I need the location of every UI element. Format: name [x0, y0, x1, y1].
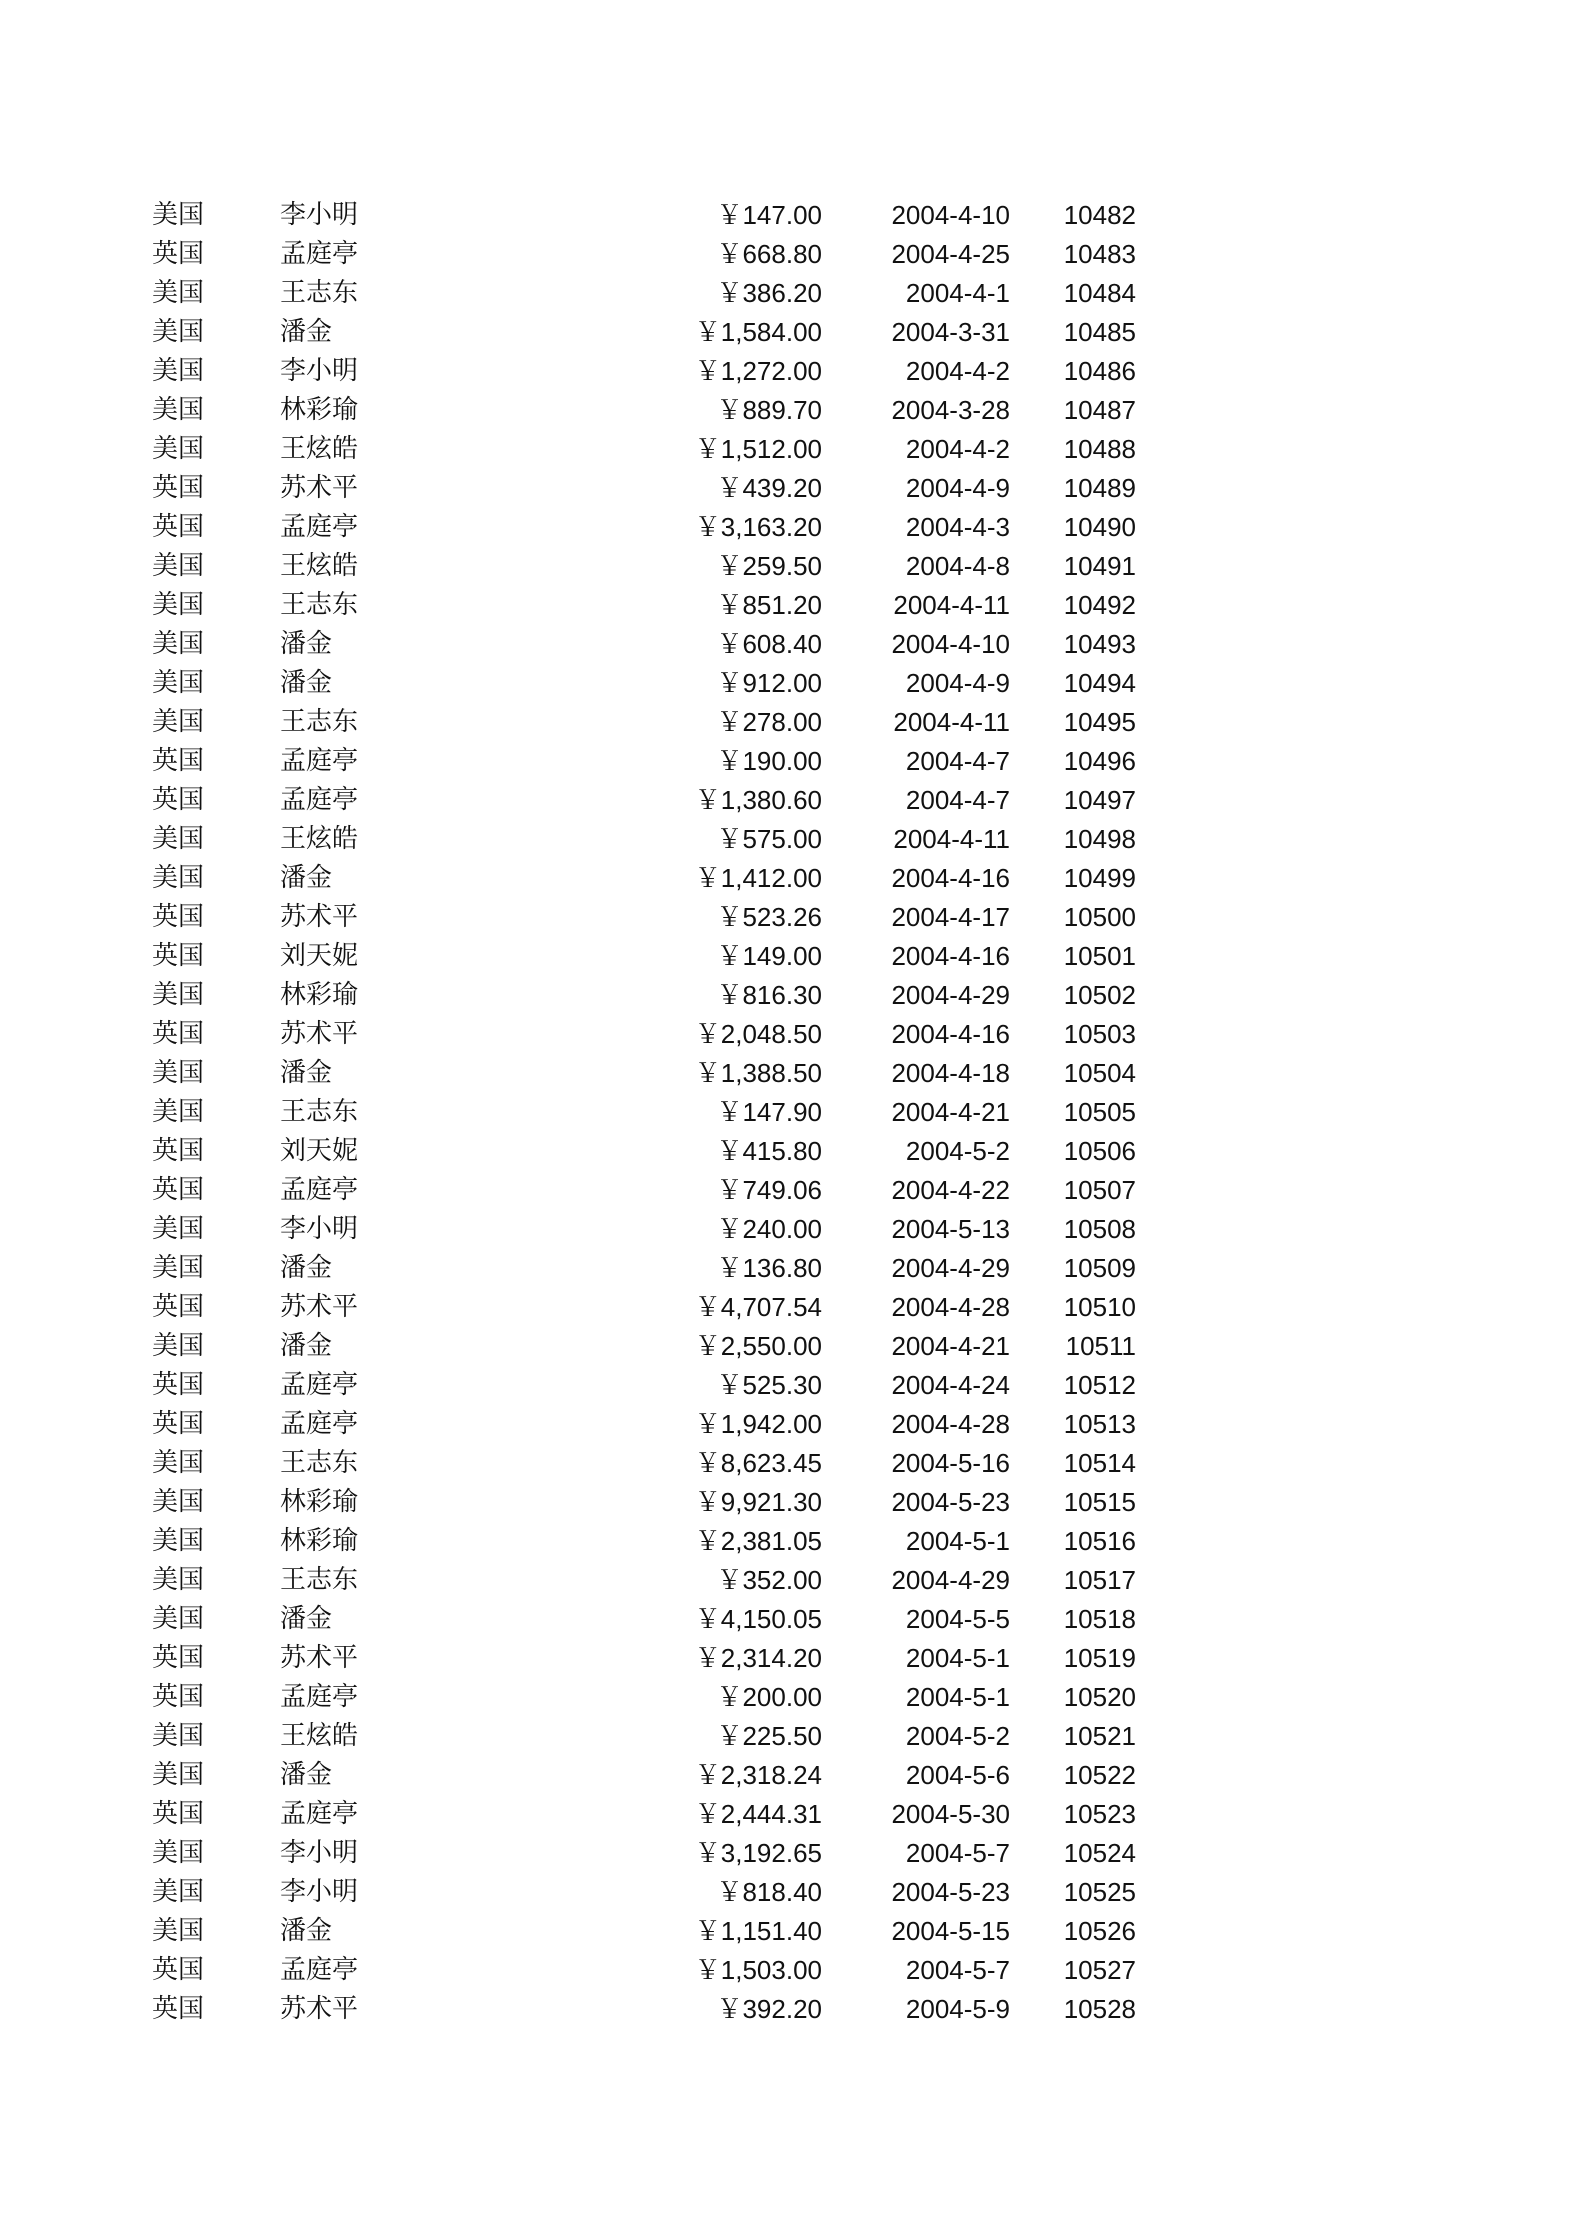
amount-cell: ￥415.80 — [716, 1136, 822, 1166]
salesperson-cell: 孟庭亭 — [280, 239, 359, 269]
country-cell: 美国 — [152, 1526, 205, 1556]
country-cell: 英国 — [152, 785, 205, 815]
salesperson-cell: 苏术平 — [280, 902, 359, 932]
table-row — [146, 586, 1136, 625]
country-cell: 美国 — [152, 1331, 205, 1361]
table-row — [146, 1561, 1136, 1600]
amount-cell: ￥2,048.50 — [694, 1019, 822, 1049]
order-id-cell: 10490 — [1063, 512, 1136, 542]
salesperson-cell: 王志东 — [280, 1565, 359, 1595]
table-row — [146, 1132, 1136, 1171]
amount-cell: ￥149.00 — [716, 941, 822, 971]
table-row — [146, 937, 1136, 976]
table-row — [146, 1249, 1136, 1288]
order-id-cell: 10520 — [1063, 1682, 1136, 1712]
salesperson-cell: 潘金 — [280, 1331, 333, 1361]
table-row — [146, 1912, 1136, 1951]
table-row — [146, 1678, 1136, 1717]
country-cell: 英国 — [152, 473, 205, 503]
order-id-cell: 10508 — [1063, 1214, 1136, 1244]
order-id-cell: 10505 — [1063, 1097, 1136, 1127]
order-date-cell: 2004-5-23 — [891, 1487, 1010, 1517]
salesperson-cell: 林彩瑜 — [280, 980, 359, 1010]
order-date-cell: 2004-5-7 — [905, 1838, 1010, 1868]
amount-cell: ￥200.00 — [716, 1682, 822, 1712]
country-cell: 美国 — [152, 1760, 205, 1790]
table-row — [146, 1210, 1136, 1249]
amount-cell: ￥575.00 — [716, 824, 822, 854]
order-date-cell: 2004-4-1 — [905, 278, 1010, 308]
amount-cell: ￥2,381.05 — [694, 1526, 822, 1556]
salesperson-cell: 刘天妮 — [280, 1136, 359, 1166]
country-cell: 美国 — [152, 395, 205, 425]
country-cell: 英国 — [152, 1643, 205, 1673]
salesperson-cell: 潘金 — [280, 1604, 333, 1634]
order-id-cell: 10489 — [1063, 473, 1136, 503]
country-cell: 美国 — [152, 1916, 205, 1946]
order-date-cell: 2004-5-23 — [891, 1877, 1010, 1907]
order-id-cell: 10492 — [1063, 590, 1136, 620]
amount-cell: ￥889.70 — [716, 395, 822, 425]
order-date-cell: 2004-4-28 — [891, 1292, 1010, 1322]
country-cell: 美国 — [152, 1214, 205, 1244]
amount-cell: ￥4,707.54 — [694, 1292, 822, 1322]
salesperson-cell: 林彩瑜 — [280, 395, 359, 425]
amount-cell: ￥352.00 — [716, 1565, 822, 1595]
country-cell: 美国 — [152, 590, 205, 620]
country-cell: 英国 — [152, 902, 205, 932]
amount-cell: ￥816.30 — [716, 980, 822, 1010]
country-cell: 美国 — [152, 356, 205, 386]
country-cell: 美国 — [152, 1877, 205, 1907]
table-row — [146, 508, 1136, 547]
table-row — [146, 547, 1136, 586]
order-id-cell: 10527 — [1063, 1955, 1136, 1985]
salesperson-cell: 李小明 — [280, 1838, 359, 1868]
table-row — [146, 1054, 1136, 1093]
amount-cell: ￥1,412.00 — [694, 863, 822, 893]
order-date-cell: 2004-4-2 — [905, 434, 1010, 464]
table-row — [146, 391, 1136, 430]
order-id-cell: 10524 — [1063, 1838, 1136, 1868]
table-row — [146, 1756, 1136, 1795]
country-cell: 美国 — [152, 1487, 205, 1517]
order-id-cell: 10494 — [1063, 668, 1136, 698]
amount-cell: ￥4,150.05 — [694, 1604, 822, 1634]
amount-cell: ￥136.80 — [716, 1253, 822, 1283]
order-id-cell: 10501 — [1063, 941, 1136, 971]
order-id-cell: 10485 — [1063, 317, 1136, 347]
amount-cell: ￥1,380.60 — [694, 785, 822, 815]
amount-cell: ￥225.50 — [716, 1721, 822, 1751]
order-id-cell: 10487 — [1063, 395, 1136, 425]
salesperson-cell: 孟庭亭 — [280, 1409, 359, 1439]
amount-cell: ￥9,921.30 — [694, 1487, 822, 1517]
order-id-cell: 10507 — [1063, 1175, 1136, 1205]
order-date-cell: 2004-4-16 — [891, 863, 1010, 893]
order-id-cell: 10499 — [1063, 863, 1136, 893]
table-row — [146, 1600, 1136, 1639]
order-id-cell: 10496 — [1063, 746, 1136, 776]
order-table — [146, 196, 1136, 2029]
country-cell: 美国 — [152, 1565, 205, 1595]
table-row — [146, 1717, 1136, 1756]
table-row — [146, 859, 1136, 898]
salesperson-cell: 孟庭亭 — [280, 1682, 359, 1712]
order-date-cell: 2004-4-25 — [891, 239, 1010, 269]
order-id-cell: 10482 — [1063, 200, 1136, 230]
salesperson-cell: 李小明 — [280, 200, 359, 230]
table-row — [146, 1015, 1136, 1054]
order-id-cell: 10509 — [1063, 1253, 1136, 1283]
country-cell: 英国 — [152, 1994, 205, 2024]
order-id-cell: 10516 — [1063, 1526, 1136, 1556]
amount-cell: ￥147.00 — [716, 200, 822, 230]
order-date-cell: 2004-5-1 — [905, 1643, 1010, 1673]
order-id-cell: 10528 — [1063, 1994, 1136, 2024]
salesperson-cell: 王志东 — [280, 278, 359, 308]
salesperson-cell: 潘金 — [280, 863, 333, 893]
country-cell: 美国 — [152, 1058, 205, 1088]
country-cell: 美国 — [152, 1604, 205, 1634]
salesperson-cell: 潘金 — [280, 1760, 333, 1790]
country-cell: 英国 — [152, 1370, 205, 1400]
country-cell: 美国 — [152, 434, 205, 464]
country-cell: 美国 — [152, 980, 205, 1010]
amount-cell: ￥1,503.00 — [694, 1955, 822, 1985]
amount-cell: ￥147.90 — [716, 1097, 822, 1127]
order-date-cell: 2004-4-18 — [891, 1058, 1010, 1088]
table-row — [146, 1483, 1136, 1522]
order-date-cell: 2004-4-7 — [905, 785, 1010, 815]
order-id-cell: 10523 — [1063, 1799, 1136, 1829]
salesperson-cell: 王炫皓 — [280, 1721, 359, 1751]
table-row — [146, 742, 1136, 781]
country-cell: 英国 — [152, 1409, 205, 1439]
order-date-cell: 2004-4-16 — [891, 941, 1010, 971]
amount-cell: ￥608.40 — [716, 629, 822, 659]
order-date-cell: 2004-4-29 — [891, 1565, 1010, 1595]
salesperson-cell: 王炫皓 — [280, 551, 359, 581]
order-date-cell: 2004-3-31 — [891, 317, 1010, 347]
table-row — [146, 1834, 1136, 1873]
order-id-cell: 10515 — [1063, 1487, 1136, 1517]
order-date-cell: 2004-4-9 — [905, 668, 1010, 698]
salesperson-cell: 李小明 — [280, 356, 359, 386]
order-id-cell: 10504 — [1063, 1058, 1136, 1088]
salesperson-cell: 林彩瑜 — [280, 1487, 359, 1517]
amount-cell: ￥749.06 — [716, 1175, 822, 1205]
salesperson-cell: 孟庭亭 — [280, 1175, 359, 1205]
order-id-cell: 10493 — [1063, 629, 1136, 659]
order-date-cell: 2004-4-2 — [905, 356, 1010, 386]
order-date-cell: 2004-5-6 — [905, 1760, 1010, 1790]
order-date-cell: 2004-4-3 — [905, 512, 1010, 542]
country-cell: 美国 — [152, 1253, 205, 1283]
order-date-cell: 2004-4-8 — [905, 551, 1010, 581]
amount-cell: ￥1,151.40 — [694, 1916, 822, 1946]
order-id-cell: 10500 — [1063, 902, 1136, 932]
order-date-cell: 2004-5-2 — [905, 1136, 1010, 1166]
salesperson-cell: 潘金 — [280, 668, 333, 698]
table-row — [146, 703, 1136, 742]
order-date-cell: 2004-4-29 — [891, 980, 1010, 1010]
country-cell: 英国 — [152, 239, 205, 269]
table-row — [146, 469, 1136, 508]
salesperson-cell: 王志东 — [280, 707, 359, 737]
amount-cell: ￥668.80 — [716, 239, 822, 269]
amount-cell: ￥3,163.20 — [694, 512, 822, 542]
salesperson-cell: 潘金 — [280, 1916, 333, 1946]
order-date-cell: 2004-3-28 — [891, 395, 1010, 425]
salesperson-cell: 苏术平 — [280, 1643, 359, 1673]
salesperson-cell: 孟庭亭 — [280, 746, 359, 776]
salesperson-cell: 李小明 — [280, 1214, 359, 1244]
table-row — [146, 1171, 1136, 1210]
country-cell: 英国 — [152, 1799, 205, 1829]
amount-cell: ￥818.40 — [716, 1877, 822, 1907]
salesperson-cell: 林彩瑜 — [280, 1526, 359, 1556]
table-row — [146, 781, 1136, 820]
table-row — [146, 1522, 1136, 1561]
salesperson-cell: 孟庭亭 — [280, 512, 359, 542]
order-id-cell: 10511 — [1065, 1331, 1136, 1361]
country-cell: 英国 — [152, 1682, 205, 1712]
country-cell: 美国 — [152, 1721, 205, 1751]
country-cell: 美国 — [152, 863, 205, 893]
order-date-cell: 2004-4-11 — [893, 707, 1010, 737]
country-cell: 美国 — [152, 1448, 205, 1478]
salesperson-cell: 苏术平 — [280, 1994, 359, 2024]
country-cell: 英国 — [152, 1136, 205, 1166]
order-date-cell: 2004-4-29 — [891, 1253, 1010, 1283]
country-cell: 美国 — [152, 1097, 205, 1127]
table-row — [146, 1366, 1136, 1405]
amount-cell: ￥1,512.00 — [694, 434, 822, 464]
order-id-cell: 10497 — [1063, 785, 1136, 815]
country-cell: 美国 — [152, 824, 205, 854]
amount-cell: ￥2,444.31 — [694, 1799, 822, 1829]
order-id-cell: 10503 — [1063, 1019, 1136, 1049]
table-row — [146, 1288, 1136, 1327]
salesperson-cell: 孟庭亭 — [280, 1799, 359, 1829]
order-date-cell: 2004-4-21 — [891, 1097, 1010, 1127]
order-id-cell: 10517 — [1063, 1565, 1136, 1595]
order-date-cell: 2004-4-11 — [893, 824, 1010, 854]
country-cell: 美国 — [152, 200, 205, 230]
amount-cell: ￥1,388.50 — [694, 1058, 822, 1088]
table-row — [146, 625, 1136, 664]
amount-cell: ￥1,584.00 — [694, 317, 822, 347]
order-id-cell: 10488 — [1063, 434, 1136, 464]
country-cell: 美国 — [152, 707, 205, 737]
order-id-cell: 10518 — [1063, 1604, 1136, 1634]
amount-cell: ￥3,192.65 — [694, 1838, 822, 1868]
country-cell: 美国 — [152, 629, 205, 659]
order-date-cell: 2004-5-13 — [891, 1214, 1010, 1244]
table-row — [146, 1444, 1136, 1483]
table-row — [146, 898, 1136, 937]
amount-cell: ￥386.20 — [716, 278, 822, 308]
salesperson-cell: 苏术平 — [280, 473, 359, 503]
order-id-cell: 10522 — [1063, 1760, 1136, 1790]
salesperson-cell: 潘金 — [280, 1058, 333, 1088]
amount-cell: ￥2,314.20 — [694, 1643, 822, 1673]
table-row — [146, 1951, 1136, 1990]
order-id-cell: 10510 — [1063, 1292, 1136, 1322]
table-row — [146, 1093, 1136, 1132]
order-date-cell: 2004-4-17 — [891, 902, 1010, 932]
country-cell: 美国 — [152, 551, 205, 581]
amount-cell: ￥392.20 — [716, 1994, 822, 2024]
order-date-cell: 2004-5-15 — [891, 1916, 1010, 1946]
amount-cell: ￥190.00 — [716, 746, 822, 776]
amount-cell: ￥8,623.45 — [694, 1448, 822, 1478]
order-id-cell: 10491 — [1063, 551, 1136, 581]
table-row — [146, 352, 1136, 391]
amount-cell: ￥259.50 — [716, 551, 822, 581]
order-date-cell: 2004-5-7 — [905, 1955, 1010, 1985]
order-date-cell: 2004-4-24 — [891, 1370, 1010, 1400]
order-id-cell: 10519 — [1063, 1643, 1136, 1673]
table-row — [146, 1795, 1136, 1834]
order-id-cell: 10486 — [1063, 356, 1136, 386]
country-cell: 美国 — [152, 1838, 205, 1868]
amount-cell: ￥2,318.24 — [694, 1760, 822, 1790]
order-date-cell: 2004-4-9 — [905, 473, 1010, 503]
country-cell: 英国 — [152, 1019, 205, 1049]
salesperson-cell: 王炫皓 — [280, 434, 359, 464]
salesperson-cell: 潘金 — [280, 629, 333, 659]
table-row — [146, 196, 1136, 235]
order-date-cell: 2004-4-10 — [891, 200, 1010, 230]
country-cell: 美国 — [152, 668, 205, 698]
amount-cell: ￥240.00 — [716, 1214, 822, 1244]
salesperson-cell: 李小明 — [280, 1877, 359, 1907]
country-cell: 英国 — [152, 1955, 205, 1985]
order-date-cell: 2004-4-22 — [891, 1175, 1010, 1205]
salesperson-cell: 孟庭亭 — [280, 1370, 359, 1400]
table-row — [146, 820, 1136, 859]
table-row — [146, 1405, 1136, 1444]
order-id-cell: 10512 — [1063, 1370, 1136, 1400]
salesperson-cell: 王志东 — [280, 1448, 359, 1478]
order-id-cell: 10495 — [1063, 707, 1136, 737]
salesperson-cell: 王炫皓 — [280, 824, 359, 854]
order-date-cell: 2004-5-1 — [905, 1526, 1010, 1556]
table-row — [146, 1873, 1136, 1912]
country-cell: 英国 — [152, 941, 205, 971]
amount-cell: ￥1,272.00 — [694, 356, 822, 386]
order-date-cell: 2004-5-16 — [891, 1448, 1010, 1478]
table-row — [146, 664, 1136, 703]
order-date-cell: 2004-4-28 — [891, 1409, 1010, 1439]
order-id-cell: 10483 — [1063, 239, 1136, 269]
order-id-cell: 10525 — [1063, 1877, 1136, 1907]
salesperson-cell: 王志东 — [280, 1097, 359, 1127]
table-row — [146, 1639, 1136, 1678]
order-date-cell: 2004-5-1 — [905, 1682, 1010, 1712]
amount-cell: ￥525.30 — [716, 1370, 822, 1400]
salesperson-cell: 刘天妮 — [280, 941, 359, 971]
salesperson-cell: 王志东 — [280, 590, 359, 620]
table-row — [146, 430, 1136, 469]
order-id-cell: 10521 — [1063, 1721, 1136, 1751]
order-date-cell: 2004-5-2 — [905, 1721, 1010, 1751]
order-id-cell: 10498 — [1063, 824, 1136, 854]
order-date-cell: 2004-4-16 — [891, 1019, 1010, 1049]
country-cell: 英国 — [152, 1292, 205, 1322]
order-date-cell: 2004-5-9 — [905, 1994, 1010, 2024]
order-date-cell: 2004-5-30 — [891, 1799, 1010, 1829]
order-date-cell: 2004-4-21 — [891, 1331, 1010, 1361]
order-id-cell: 10502 — [1063, 980, 1136, 1010]
salesperson-cell: 潘金 — [280, 1253, 333, 1283]
order-date-cell: 2004-4-7 — [905, 746, 1010, 776]
order-date-cell: 2004-4-11 — [893, 590, 1010, 620]
salesperson-cell: 苏术平 — [280, 1292, 359, 1322]
country-cell: 美国 — [152, 278, 205, 308]
amount-cell: ￥439.20 — [716, 473, 822, 503]
salesperson-cell: 孟庭亭 — [280, 785, 359, 815]
salesperson-cell: 孟庭亭 — [280, 1955, 359, 1985]
table-row — [146, 274, 1136, 313]
country-cell: 英国 — [152, 512, 205, 542]
table-row — [146, 313, 1136, 352]
country-cell: 英国 — [152, 746, 205, 776]
order-id-cell: 10514 — [1063, 1448, 1136, 1478]
amount-cell: ￥851.20 — [716, 590, 822, 620]
country-cell: 美国 — [152, 317, 205, 347]
table-row — [146, 976, 1136, 1015]
order-id-cell: 10513 — [1063, 1409, 1136, 1439]
order-id-cell: 10506 — [1063, 1136, 1136, 1166]
order-date-cell: 2004-4-10 — [891, 629, 1010, 659]
amount-cell: ￥523.26 — [716, 902, 822, 932]
salesperson-cell: 潘金 — [280, 317, 333, 347]
table-row — [146, 1990, 1136, 2029]
amount-cell: ￥912.00 — [716, 668, 822, 698]
table-row — [146, 1327, 1136, 1366]
amount-cell: ￥2,550.00 — [694, 1331, 822, 1361]
amount-cell: ￥278.00 — [716, 707, 822, 737]
amount-cell: ￥1,942.00 — [694, 1409, 822, 1439]
table-row — [146, 235, 1136, 274]
country-cell: 英国 — [152, 1175, 205, 1205]
order-id-cell: 10484 — [1063, 278, 1136, 308]
order-date-cell: 2004-5-5 — [905, 1604, 1010, 1634]
salesperson-cell: 苏术平 — [280, 1019, 359, 1049]
order-id-cell: 10526 — [1063, 1916, 1136, 1946]
